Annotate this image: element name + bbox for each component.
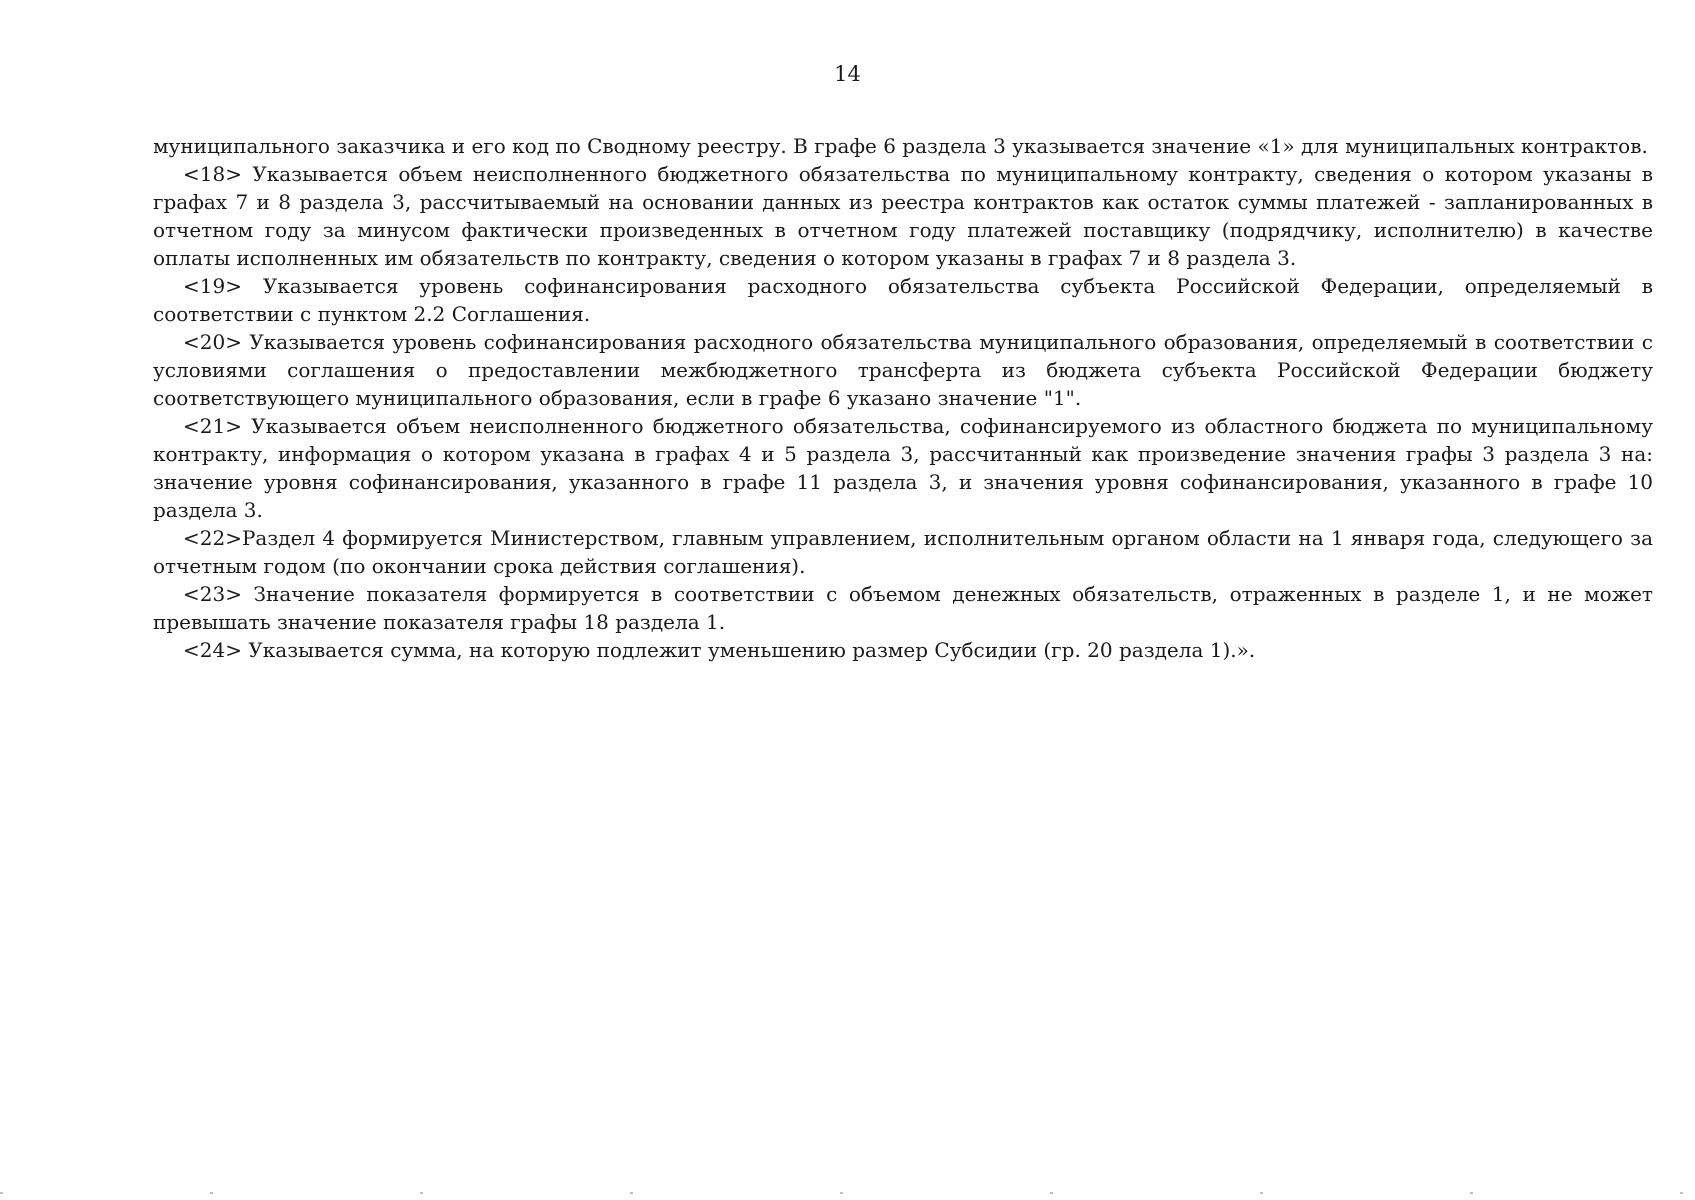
footnote-19: <19> Указывается уровень софинансирования расходного обязательства субъекта Российской Федерации, определяемый в соответствии с пунктом 2.2 Соглашения. [153,274,1653,326]
footnote-21: <21> Указывается объем неисполненного бюджетного обязательства, софинансируемого из областного бюджета по муниципальному контракту, информация о котором указана в графах 4 и 5 раздела 3, рассчитанный как произведение значения графы 3 раздела 3 на: значение уровня софинансирования, указанного в графе 11 раздела 3, и значения уровня софинансирования, указанного в графе 10 раздела 3. [153,414,1653,522]
footnote-23: <23> Значение показателя формируется в соответствии с объемом денежных обязательств, отраженных в разделе 1, и не может превышать значение показателя графы 18 раздела 1. [153,582,1653,634]
footnote-20: <20> Указывается уровень софинансирования расходного обязательства муниципального образования, определяемый в соответствии с условиями соглашения о предоставлении межбюджетного трансферта из бюджета субъекта Российской Федерации бюджету соответствующего муниципального образования, если в графе 6 указано значение "1". [153,330,1653,410]
footnote-18: <18> Указывается объем неисполненного бюджетного обязательства по муниципальному контракту, сведения о котором указаны в графах 7 и 8 раздела 3, рассчитываемый на основании данных из реестра контрактов как остаток суммы платежей - запланированных в отчетном году за минусом фактически произведенных в отчетном году платежей поставщику (подрядчику, исполнителю) в качестве оплаты исполненных им обязательств по контракту, сведения о котором указаны в графах 7 и 8 раздела 3. [153,162,1653,270]
scan-edge-artifact [0,1192,1695,1194]
paragraph-continuation: муниципального заказчика и его код по Сводному реестру. В графе 6 раздела 3 указывается значение «1» для муниципальных контрактов. [153,134,1648,158]
page-number: 14 [834,62,861,86]
document-body [153,132,1653,664]
footnote-22: <22>Раздел 4 формируется Министерством, главным управлением, исполнительным органом области на 1 января года, следующего за отчетным годом (по окончании срока действия соглашения). [153,526,1653,578]
footnote-24: <24> Указывается сумма, на которую подлежит уменьшению размер Субсидии (гр. 20 раздела 1).». [183,638,1256,662]
